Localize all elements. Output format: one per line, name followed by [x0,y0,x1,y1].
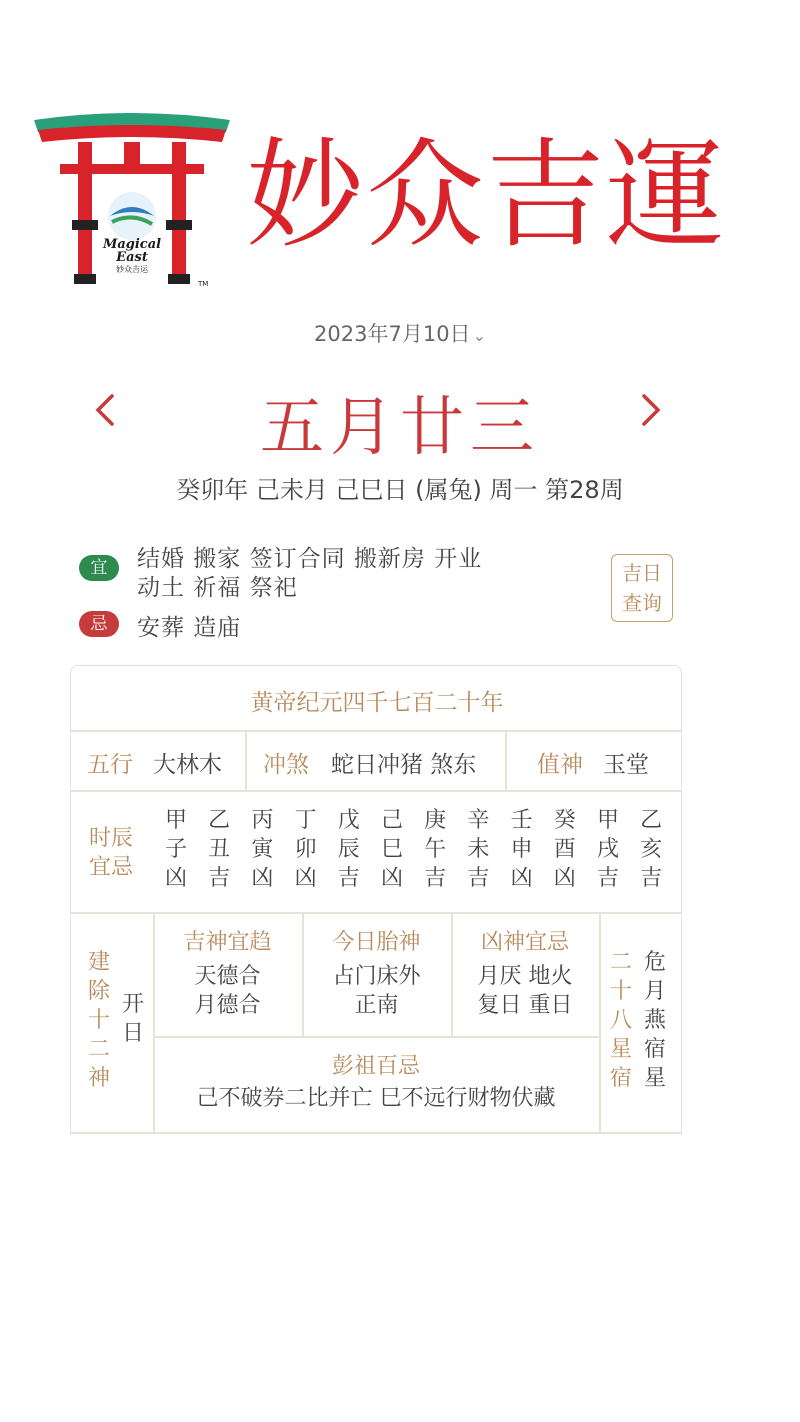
hour-column [593,806,623,893]
hour-zhi: 酉 [553,837,576,862]
hour-luck: 凶 [164,866,187,891]
hour-column [247,806,277,893]
jiri-btn-line-1: 吉日 [622,561,662,585]
pengzu-block [153,1052,599,1113]
hour-gan: 丙 [251,808,274,833]
hour-luck: 吉 [596,866,619,891]
xiu-value-char: 危 [643,950,666,975]
jishen-value-2: 月德合 [194,993,261,1018]
hour-luck: 吉 [208,866,231,891]
hour-column [507,806,537,893]
yi-items-line-1: 结婚 搬家 签订合同 搬新房 开业 [137,546,483,572]
jianchu-char: 除 [87,979,110,1004]
hour-gan: 戊 [337,808,360,833]
jianchu-value [119,990,147,1048]
hour-gan: 庚 [424,808,447,833]
hour-gan: 辛 [467,808,490,833]
chevron-down-icon: ⌄ [472,326,486,345]
chongsha-value: 蛇日冲猪 煞东 [331,752,477,778]
hour-column [204,806,234,893]
hour-luck: 凶 [553,866,576,891]
hour-luck: 吉 [640,866,663,891]
jianchu-char: 神 [87,1066,110,1091]
jianchu-char: 二 [87,1037,110,1062]
hour-gan: 壬 [510,808,533,833]
xiu-char: 八 [609,1008,632,1033]
jishen-value-1: 天德合 [194,964,261,989]
taishen-value-1: 占门床外 [332,964,421,989]
taishen-label: 今日胎神 [332,930,421,955]
hour-column [463,806,493,893]
hour-column [291,806,321,893]
yi-items-line-2: 动土 祈福 祭祀 [137,575,298,601]
hour-zhi: 丑 [208,837,231,862]
hour-gan: 甲 [596,808,619,833]
xiongshen-value-2: 复日 重日 [477,993,573,1018]
chongsha-label: 冲煞 [263,752,309,778]
xiu-char: 星 [609,1037,632,1062]
solar-date: 2023年7月10日 [314,322,471,346]
xiu-value-char: 月 [643,979,666,1004]
next-day-arrow-icon[interactable] [630,390,670,430]
zhishen-label: 值神 [537,752,583,778]
almanac-table [70,665,682,1135]
brand-title: 妙众吉運 [246,126,727,264]
hour-zhi: 辰 [337,837,360,862]
hour-gan: 丁 [294,808,317,833]
hour-zhi: 申 [510,837,533,862]
lunar-date: 五月廿三 [260,391,540,465]
logo-tm: TM [198,280,209,288]
yi-badge: 宜 [79,555,119,581]
hour-luck: 吉 [337,866,360,891]
xiongshen-block [451,928,599,1020]
date-picker[interactable] [0,318,800,348]
hour-zhi: 卯 [294,837,317,862]
hour-zhi: 巳 [380,837,403,862]
ji-badge: 忌 [79,611,119,637]
hour-zhi: 寅 [251,837,274,862]
jianchu-value-char: 开 [121,992,144,1017]
hour-gan: 乙 [640,808,663,833]
hour-column [161,806,191,893]
pengzu-label: 彭祖百忌 [331,1054,420,1079]
hour-luck: 凶 [510,866,533,891]
hour-column [550,806,580,893]
xiu-label [607,948,635,1093]
torii-logo [32,108,232,288]
hour-zhi: 午 [424,837,447,862]
logo-text-1: Magical [102,237,162,252]
jianchu-char: 十 [87,1008,110,1033]
logo-text-2: East [116,250,148,265]
xiongshen-label: 凶神宜忌 [480,930,569,955]
table-title: 黄帝纪元四千七百二十年 [250,690,504,716]
xiu-value-char: 宿 [643,1037,666,1062]
shichen-label-2: 宜忌 [89,855,134,880]
taishen-block [302,928,451,1020]
hour-column [377,806,407,893]
xiu-char: 宿 [609,1066,632,1091]
hour-gan: 己 [380,808,403,833]
xiu-char: 十 [609,979,632,1004]
hour-gan: 癸 [553,808,576,833]
pengzu-value: 己不破券二比并亡 巳不远行财物伏藏 [196,1086,556,1111]
jianchu-label [85,948,113,1093]
taishen-value-2: 正南 [354,993,399,1018]
xiu-value-char: 星 [643,1066,666,1091]
jishen-label: 吉神宜趋 [183,930,272,955]
shichen-label-1: 时辰 [89,826,134,851]
hour-luck: 凶 [294,866,317,891]
hour-column [334,806,364,893]
xiongshen-value-1: 月厌 地火 [477,964,573,989]
zhishen-value: 玉堂 [603,752,649,778]
xiu-char: 二 [609,950,632,975]
logo-sub: 妙众吉运 [116,265,148,274]
auspicious-day-search-button[interactable] [611,554,673,622]
hour-luck: 凶 [380,866,403,891]
ji-items-line: 安葬 造庙 [137,615,242,641]
hour-gan: 乙 [208,808,231,833]
wuxing-label: 五行 [87,752,133,778]
shichen-label [89,824,133,882]
hour-zhi: 子 [164,837,187,862]
jiri-btn-line-2: 查询 [622,591,662,615]
jishen-block [153,928,302,1020]
hour-luck: 吉 [467,866,490,891]
hour-luck: 吉 [424,866,447,891]
prev-day-arrow-icon[interactable] [86,390,126,430]
wuxing-value: 大林木 [153,752,222,778]
jianchu-char: 建 [87,950,110,975]
hour-column [420,806,450,893]
ganzhi-line: 癸卯年 己未月 己巳日 (属兔) 周一 第28周 [176,476,624,504]
hour-zhi: 未 [467,837,490,862]
xiu-value-char: 燕 [643,1008,666,1033]
hour-luck: 凶 [251,866,274,891]
hour-gan: 甲 [164,808,187,833]
hour-column [636,806,666,893]
hour-zhi: 亥 [640,837,663,862]
hour-zhi: 戌 [596,837,619,862]
xiu-value [641,948,669,1093]
jianchu-value-char: 日 [121,1021,144,1046]
